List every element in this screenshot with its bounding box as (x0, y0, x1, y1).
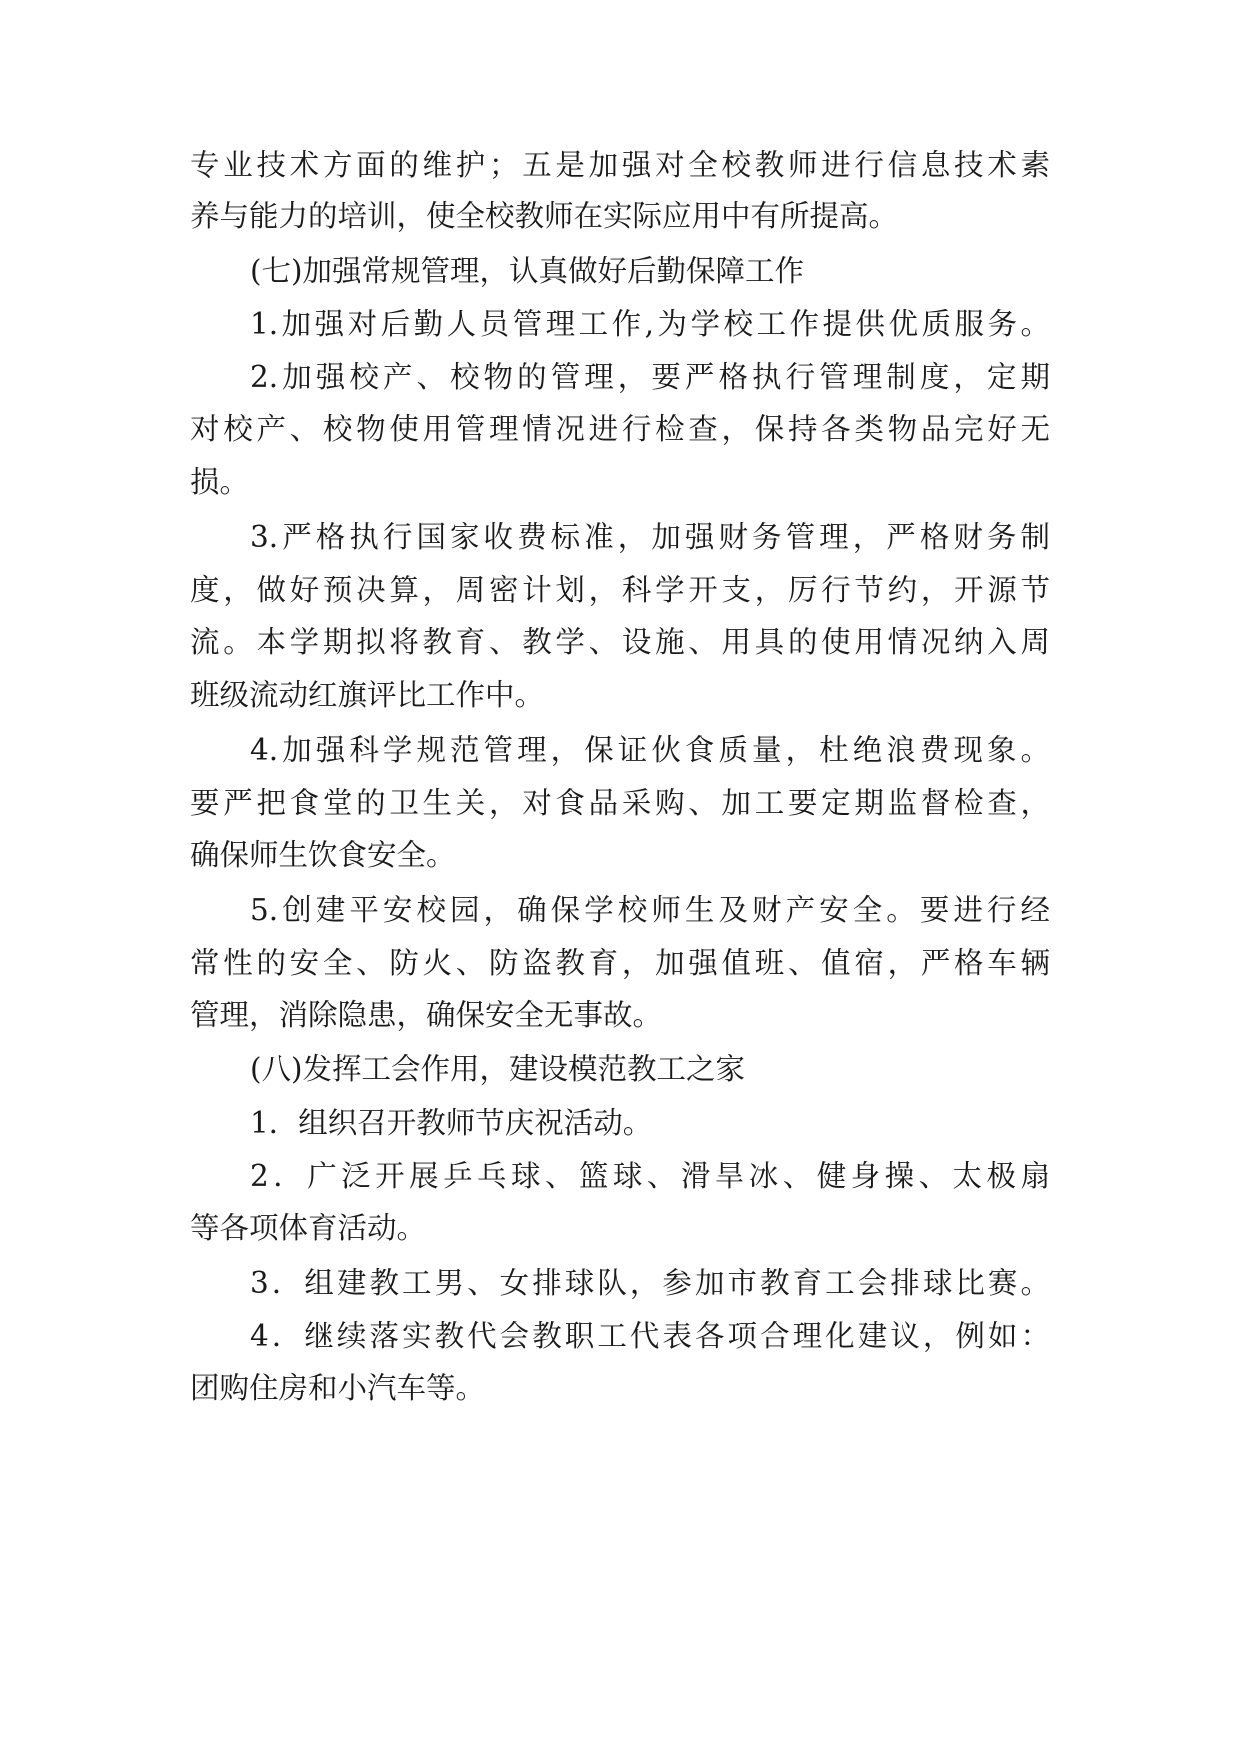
text-line-17: 管理，消除隐患，确保安全无事故。 (190, 998, 663, 1032)
text-line-5: 2.加强校产、校物的管理，要严格执行管理制度，定期 (250, 360, 1050, 394)
text-line-13: 要严把食堂的卫生关，对食品采购、加工要定期监督检查， (190, 786, 1050, 820)
text-line-9: 度，做好预决算，周密计划，科学开支，厉行节约，开源节 (190, 573, 1050, 607)
text-line-6: 对校产、校物使用管理情况进行检查，保持各类物品完好无 (190, 412, 1050, 446)
text-line-21: 等各项体育活动。 (190, 1211, 427, 1245)
text-line-2: 养与能力的培训，使全校教师在实际应用中有所提高。 (190, 199, 899, 233)
section-heading-7: (七)加强常规管理，认真做好后勤保障工作 (250, 254, 805, 288)
text-line-19: 1．组织召开教师节庆祝活动。 (250, 1106, 653, 1140)
text-line-7: 损。 (190, 465, 250, 499)
text-line-14: 确保师生饮食安全。 (190, 838, 456, 872)
section-heading-8: (八)发挥工会作用，建设模范教工之家 (250, 1052, 746, 1086)
text-line-11: 班级流动红旗评比工作中。 (190, 678, 545, 712)
text-line-24: 团购住房和小汽车等。 (190, 1371, 486, 1405)
text-line-23: 4．继续落实教代会教职工代表各项合理化建议，例如： (250, 1319, 1050, 1353)
text-line-1: 专业技术方面的维护；五是加强对全校教师进行信息技术素 (190, 148, 1050, 182)
text-line-12: 4.加强科学规范管理，保证伙食质量，杜绝浪费现象。 (250, 733, 1050, 767)
text-line-20: 2．广泛开展乒乓球、篮球、滑旱冰、健身操、太极扇 (250, 1159, 1050, 1193)
text-line-15: 5.创建平安校园，确保学校师生及财产安全。要进行经 (250, 893, 1050, 927)
text-line-10: 流。本学期拟将教育、教学、设施、用具的使用情况纳入周 (190, 625, 1050, 659)
text-line-22: 3．组建教工男、女排球队，参加市教育工会排球比赛。 (250, 1266, 1050, 1300)
text-line-8: 3.严格执行国家收费标准，加强财务管理，严格财务制 (250, 520, 1050, 554)
text-line-4: 1.加强对后勤人员管理工作,为学校工作提供优质服务。 (250, 307, 1050, 341)
text-line-16: 常性的安全、防火、防盗教育，加强值班、值宿，严格车辆 (190, 946, 1050, 980)
